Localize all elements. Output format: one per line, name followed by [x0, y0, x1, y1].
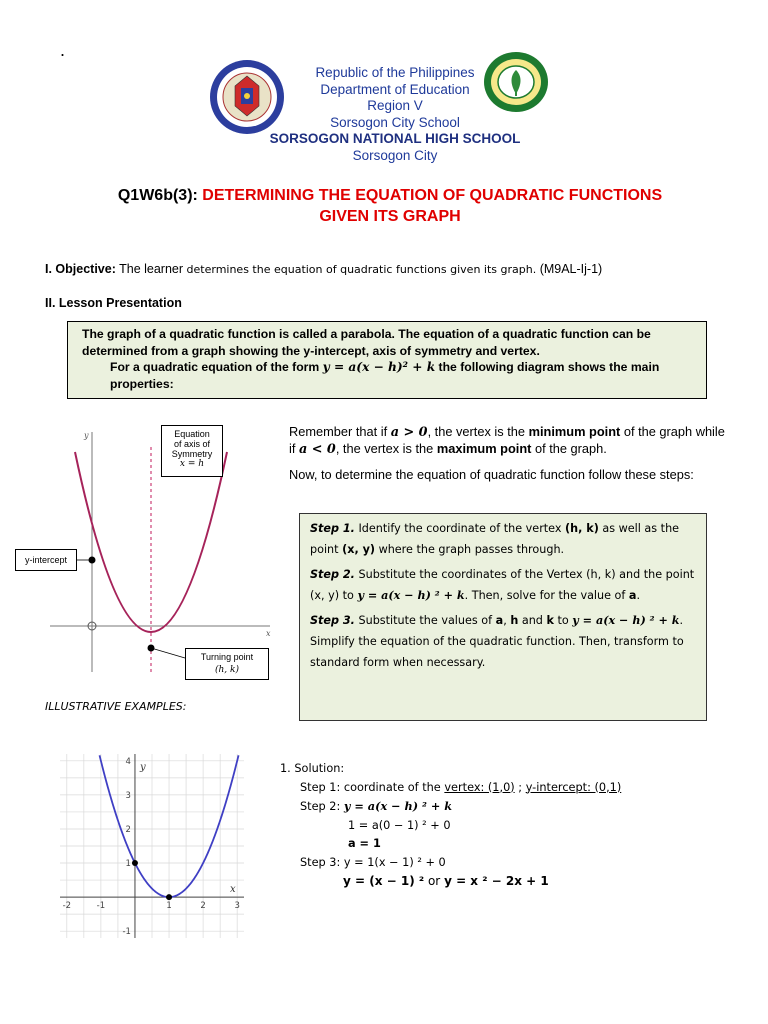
remember-text-5: of the graph. — [534, 441, 607, 456]
step-3-text-b: . Simplify the equation of the quadratic function. Then, transform to standard form when necessary. — [310, 614, 684, 669]
example-y-letter: y — [139, 762, 146, 773]
y-tick-label: 3 — [125, 790, 131, 801]
solution-step-1-prefix: Step 1: coordinate of the — [300, 780, 441, 794]
diagram-x-letter: x — [266, 629, 271, 638]
y-tick-label: 2 — [125, 824, 131, 835]
example-grid — [60, 754, 244, 938]
solution-step-2 — [280, 797, 621, 817]
remember-text-2: , the vertex is the — [427, 424, 526, 439]
axis-label-line-2: of axis of — [173, 439, 211, 449]
lesson-heading: II. Lesson Presentation — [45, 296, 182, 310]
step-2-period: . — [636, 589, 641, 602]
solution-vertex-form: y = (x − 1) ² — [343, 874, 425, 888]
now-paragraph: Now, to determine the equation of quadratic function follow these steps: — [289, 467, 694, 482]
objective — [45, 262, 602, 276]
step-2-formula: y = a(x − h) ² + k — [357, 588, 465, 602]
turning-point-coords: (h, k) — [215, 665, 239, 675]
header-region: Region V — [367, 98, 423, 113]
header-city: Sorsogon City — [352, 147, 438, 163]
condition-a-positive: a > 0 — [390, 425, 428, 440]
solution-step-3-prefix: Step 3: — [300, 855, 341, 869]
objective-lead: The learner — [119, 262, 184, 276]
solution-step-3-formula: y = 1(x − 1) ² + 0 — [343, 855, 446, 869]
step-3 — [310, 610, 696, 673]
header-division: Sorsogon City School — [330, 114, 460, 130]
solution-step-2-result: a = 1 — [348, 837, 381, 850]
x-tick-label: 3 — [234, 901, 240, 912]
step-1-text-e: where the graph passes through. — [378, 543, 565, 556]
solution-vertex: vertex: (1,0) — [444, 780, 515, 794]
vertex-form-formula: y = a(x − h)² + k — [322, 360, 436, 374]
turning-point-text: Turning point — [200, 652, 254, 662]
x-tick-label: 2 — [200, 901, 206, 912]
header-republic: Republic of the Philippines — [315, 65, 475, 80]
title-line-2: GIVEN ITS GRAPH — [319, 208, 461, 225]
solution-step-2-substitution: 1 = a(0 − 1) ² + 0 — [348, 818, 451, 832]
title-line-1: DETERMINING THE EQUATION OF QUADRATIC FUNCTIONS — [202, 187, 663, 204]
step-2-variable-a: a — [628, 589, 637, 602]
steps-box — [299, 513, 707, 721]
step-1 — [310, 518, 696, 560]
step-3-sep-3: to — [557, 614, 569, 627]
step-2 — [310, 564, 696, 606]
example-x-letter: x — [230, 884, 236, 896]
solution-heading: 1. Solution: — [280, 762, 345, 775]
x-tick-label: -2 — [62, 901, 72, 912]
remember-text-3: of the graph while if — [289, 424, 725, 456]
axis-of-symmetry-label — [161, 425, 223, 477]
intro-p2-start: For a quadratic equation of the form — [110, 360, 320, 374]
solution-step-1 — [280, 779, 621, 798]
condition-a-negative: a < 0 — [298, 442, 336, 457]
step-3-var-a: a — [495, 614, 504, 627]
x-tick-label: -1 — [96, 901, 106, 912]
axis-label-line-4: x = h — [179, 459, 205, 469]
solution-block — [280, 760, 621, 891]
step-1-label: Step 1. — [310, 522, 355, 535]
y-tick-label: 1 — [125, 859, 131, 870]
bullet-dot: . — [60, 40, 66, 60]
intro-p2-end: the following diagram shows the main properties: — [110, 360, 660, 391]
y-intercept-label: y-intercept — [15, 549, 77, 571]
step-1-text-a: Identify the coordinate of the vertex — [358, 522, 562, 535]
solution-step-3 — [280, 854, 621, 873]
solution-or: or — [427, 874, 441, 888]
step-3-sep-1: , — [503, 614, 507, 627]
step-1-point: (x, y) — [342, 543, 375, 556]
remember-paragraph — [289, 424, 729, 483]
minimum-point-term: minimum point — [528, 424, 621, 439]
example-tick-labels — [63, 757, 240, 937]
solution-step-2-prefix: Step 2: — [300, 800, 341, 813]
solution-standard-form: y = x ² − 2x + 1 — [444, 874, 549, 888]
step-3-text-a: Substitute the values of — [358, 614, 493, 627]
solution-step-2-formula: y = a(x − h) ² + k — [343, 799, 453, 813]
x-tick-label: 1 — [166, 901, 172, 912]
objective-code: (M9AL-Ij-1) — [539, 262, 603, 276]
step-3-formula: y = a(x − h) ² + k — [572, 613, 680, 627]
step-3-var-h: h — [510, 614, 519, 627]
intro-paragraph-1: The graph of a quadratic function is called a parabola. The equation of a quadratic function can be determined from a graph showing the y-intercept, axis of symmetry and vertex. — [82, 327, 651, 358]
y-tick-label: -1 — [122, 927, 131, 938]
step-1-text-c: as well as the point — [310, 522, 680, 556]
solution-final-answer — [280, 872, 621, 891]
intro-box — [67, 321, 707, 399]
y-tick-label: 4 — [125, 756, 131, 767]
header-department: Department of Education — [320, 81, 470, 97]
example-key-point — [166, 894, 172, 900]
step-3-sep-2: and — [521, 614, 543, 627]
remember-text-4: , the vertex is the — [335, 441, 434, 456]
objective-text: determines the equation of quadratic functions given its graph. — [186, 263, 537, 276]
turning-point-label — [185, 648, 269, 680]
step-2-text-a: Substitute the coordinates of the Vertex (h, k) and the point (x, y) to — [310, 568, 695, 602]
solution-separator: ; — [518, 780, 523, 794]
example-key-point — [132, 860, 138, 866]
lesson-title — [40, 185, 740, 227]
axis-label-line-3: Symmetry — [171, 449, 213, 459]
illustrative-examples-heading: ILLUSTRATIVE EXAMPLES: — [45, 700, 187, 713]
step-3-var-k: k — [546, 614, 554, 627]
solution-y-intercept: y-intercept: (0,1) — [525, 780, 622, 794]
axis-label-line-1: Equation — [174, 429, 210, 439]
objective-label: I. Objective: — [45, 262, 116, 276]
step-3-label: Step 3. — [310, 614, 355, 627]
header-school-name: SORSOGON NATIONAL HIGH SCHOOL — [269, 131, 521, 146]
example-graph — [52, 748, 252, 946]
maximum-point-term: maximum point — [436, 441, 532, 456]
school-header — [210, 65, 580, 164]
diagram-y-letter: y — [84, 431, 89, 440]
remember-text-1: Remember that if — [289, 424, 388, 439]
step-2-text-b: . Then, solve for the value of — [464, 589, 626, 602]
step-1-vertex: (h, k) — [565, 522, 599, 535]
step-2-label: Step 2. — [310, 568, 355, 581]
lesson-code: Q1W6b(3): — [117, 187, 198, 204]
